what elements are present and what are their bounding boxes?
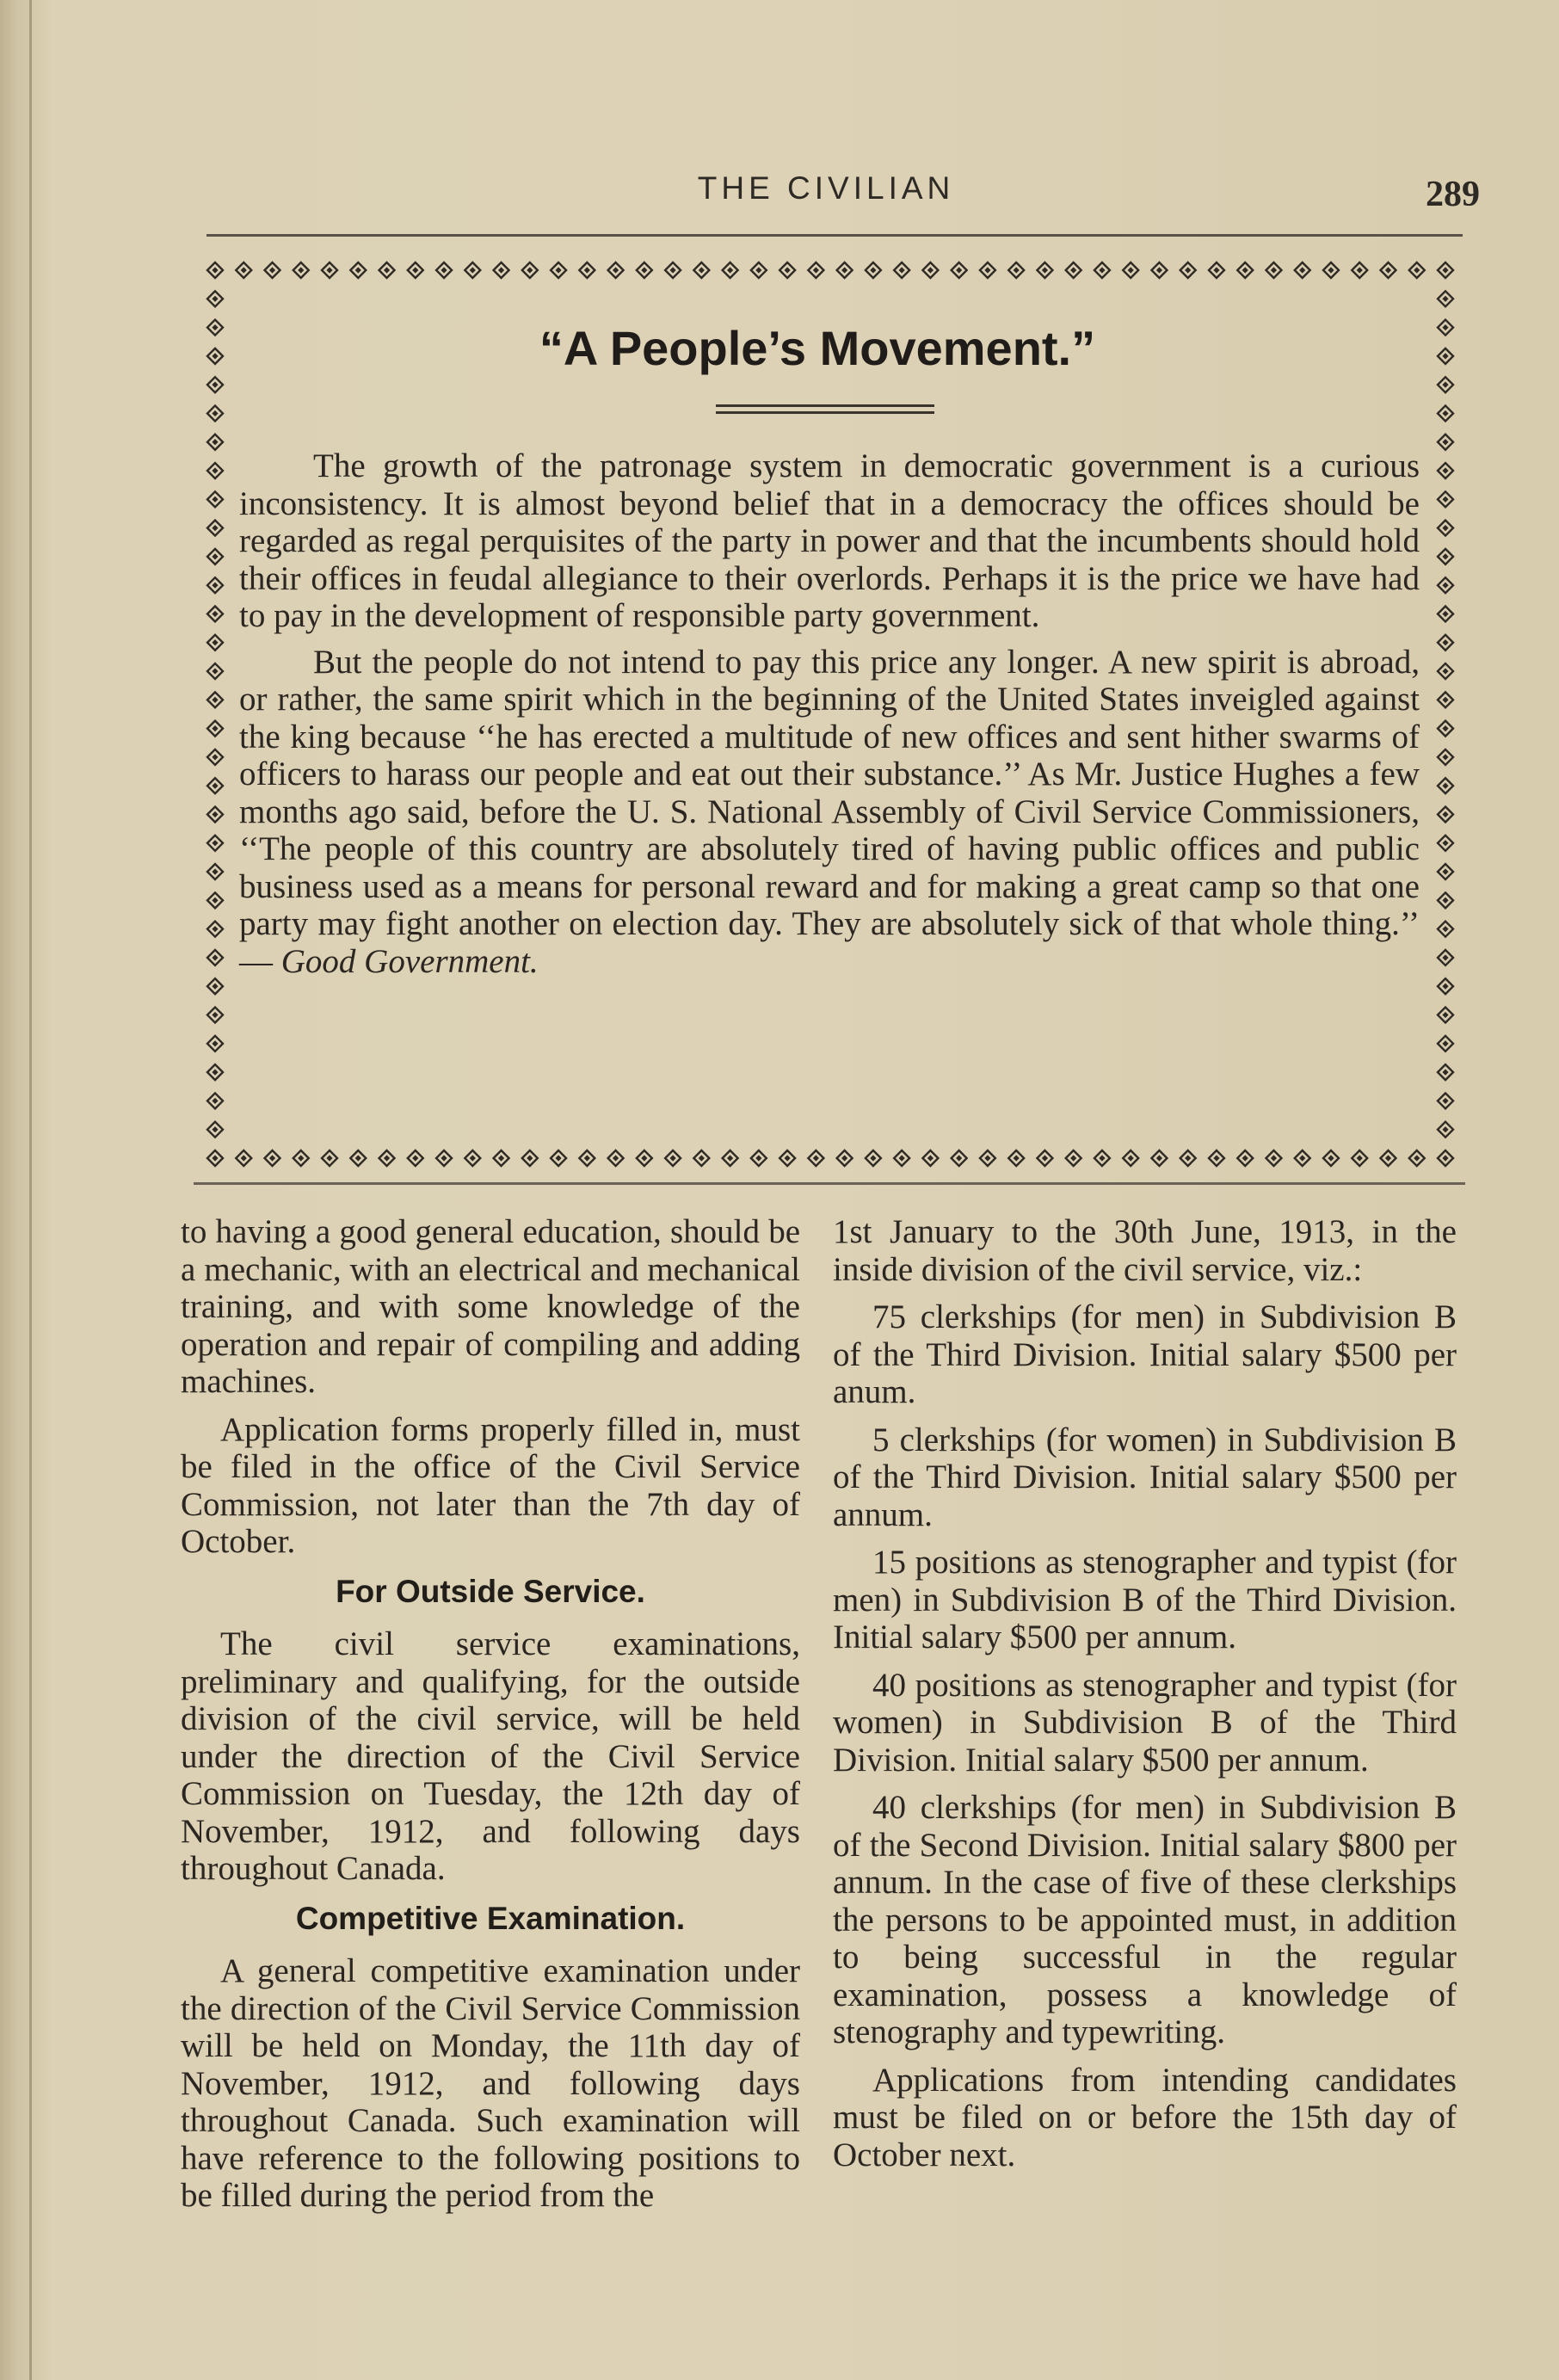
diamond-ornament xyxy=(723,1150,738,1166)
diamond-ornament xyxy=(1438,692,1453,707)
diamond-ornament xyxy=(436,1150,452,1166)
diamond-ornament xyxy=(1438,463,1453,478)
diamond-ornament xyxy=(207,778,223,793)
diamond-ornament xyxy=(693,1150,709,1166)
diamond-ornament xyxy=(1438,491,1453,507)
diamond-ornament xyxy=(922,1150,938,1166)
diamond-ornament xyxy=(1438,978,1453,994)
diamond-ornament xyxy=(1438,1036,1453,1051)
diamond-ornament xyxy=(1380,262,1396,278)
diamond-ornament xyxy=(207,491,223,507)
diamond-ornament xyxy=(522,262,538,278)
diamond-ornament xyxy=(1151,262,1167,278)
diamond-ornament xyxy=(1123,262,1138,278)
header-rule xyxy=(206,234,1463,237)
diamond-ornament xyxy=(1180,1150,1196,1166)
diamond-ornament xyxy=(1352,262,1367,278)
diamond-ornament xyxy=(1438,262,1453,278)
diamond-ornament xyxy=(207,1150,223,1166)
diamond-ornament xyxy=(293,1150,309,1166)
diamond-ornament xyxy=(207,521,223,536)
diamond-ornament xyxy=(207,262,223,278)
diamond-ornament xyxy=(579,262,595,278)
diamond-ornament xyxy=(207,663,223,679)
competitive-text: A general competitive examination under the direction of the Civil Service Commission will be held on Monday, the 11th day of November, 1912, and following days throughout Canada. Such examination will have reference to the following positions to be filled during the period from the xyxy=(181,1952,800,2214)
diamond-ornament xyxy=(207,749,223,765)
diamond-ornament xyxy=(207,320,223,336)
article-source: Good Government. xyxy=(280,942,539,980)
diamond-ornament xyxy=(1438,922,1453,937)
diamond-ornament xyxy=(494,262,509,278)
diamond-ornament xyxy=(207,1008,223,1023)
diamond-ornament xyxy=(980,262,995,278)
diamond-ornament xyxy=(207,835,223,851)
diamond-ornament xyxy=(579,1150,595,1166)
diamond-ornament xyxy=(665,1150,681,1166)
diamond-ornament xyxy=(1409,262,1425,278)
diamond-ornament xyxy=(265,1150,280,1166)
diamond-ornament xyxy=(1438,892,1453,908)
diamond-ornament xyxy=(1008,262,1024,278)
diamond-ornament xyxy=(1438,1064,1453,1080)
diamond-ornament xyxy=(207,377,223,392)
diamond-ornament xyxy=(808,1150,823,1166)
diamond-ornament xyxy=(207,807,223,823)
diamond-ornament xyxy=(723,262,738,278)
diamond-ornament xyxy=(207,864,223,879)
diamond-ornament xyxy=(637,1150,652,1166)
diamond-ornament xyxy=(408,1150,423,1166)
diamond-ornament xyxy=(551,1150,566,1166)
diamond-ornament xyxy=(1438,749,1453,765)
diamond-ornament xyxy=(1123,1150,1138,1166)
outside-service-text: The civil service examinations, preliminary and qualifying, for the outside division of the civil service, will be held under the direction of the Civil Service Commission on Tuesday, the 12th day of November, 1912, and following days throughout Canada. xyxy=(181,1625,800,1887)
diamond-ornament xyxy=(1237,1150,1253,1166)
position-item: 5 clerkships (for women) in Subdivision B of the Third Division. Initial salary $500 per annum. xyxy=(833,1421,1457,1533)
diamond-ornament xyxy=(1180,262,1196,278)
diamond-ornament xyxy=(207,348,223,364)
diamond-ornament xyxy=(665,262,681,278)
diamond-ornament xyxy=(1438,435,1453,450)
diamond-ornament xyxy=(608,1150,624,1166)
diamond-ornament xyxy=(207,721,223,737)
diamond-ornament xyxy=(1438,721,1453,737)
diamond-ornament xyxy=(1323,262,1339,278)
diamond-ornament xyxy=(1295,1150,1310,1166)
diamond-ornament xyxy=(522,1150,538,1166)
article-paragraph-2-text: But the people do not intend to pay this price any longer. A new spirit is abroad, or rather, the same spirit which in the beginning of the United States inveigled against the king because ‘‘he has erected a multitude of new offices and sent hither swarms of officers to harass our people and eat out their substance.’’ As Mr. Justice Hughes a few months ago said, before the U. S. National Assembly of Civil Service Commissioners, ‘‘The people of this country are absolutely tired of having public offices and public business used as a means for personal reward and for making a great camp so that one party may fight another on election day. They are absolutely sick of that whole thing.’’ — xyxy=(239,643,1420,980)
heading-outside-service: For Outside Service. xyxy=(336,1573,645,1609)
diamond-ornament xyxy=(436,262,452,278)
diamond-ornament xyxy=(207,405,223,421)
diamond-ornament xyxy=(1438,1008,1453,1023)
diamond-ornament xyxy=(207,1036,223,1051)
diamond-ornament xyxy=(350,1150,366,1166)
diamond-ornament xyxy=(1438,1093,1453,1108)
diamond-ornament xyxy=(1066,262,1081,278)
diamond-ornament xyxy=(1209,1150,1224,1166)
diamond-ornament xyxy=(637,262,652,278)
diamond-ornament xyxy=(1438,663,1453,679)
diamond-ornament xyxy=(1438,291,1453,306)
diamond-ornament xyxy=(207,435,223,450)
position-item: 40 clerkships (for men) in Subdivision B of the Second Division. Initial salary $800 per annum. In the case of five of these clerkships the persons to be appointed must, in addition to being successful in the regular examination, possess a knowledge of stenography and typewriting. xyxy=(833,1789,1457,2050)
right-column xyxy=(833,1213,1457,2184)
diamond-ornament xyxy=(952,262,967,278)
diamond-ornament xyxy=(693,262,709,278)
diamond-ornament xyxy=(207,1093,223,1108)
diamond-ornament xyxy=(1008,1150,1024,1166)
position-item: 75 clerkships (for men) in Subdivision B of the Third Division. Initial salary $500 per anum. xyxy=(833,1298,1457,1410)
diamond-ornament xyxy=(293,262,309,278)
diamond-ornament xyxy=(379,1150,395,1166)
article-paragraph-1: The growth of the patronage system in democratic government is a curious inconsistency. It is almost beyond belief that in a democracy the offices should be regarded as regal perquisites of the party in power and that the incumbents should hold their offices in feudal allegiance to their overlords. Perhaps it is the price we have had to pay in the development of responsible party government. xyxy=(239,447,1420,634)
diamond-ornament xyxy=(780,262,795,278)
right-continued-text: 1st January to the 30th June, 1913, in the inside division of the civil service, viz.: xyxy=(833,1213,1457,1288)
diamond-ornament xyxy=(207,978,223,994)
page-number: 289 xyxy=(1426,175,1480,214)
article-paragraph-2 xyxy=(239,644,1420,981)
left-column xyxy=(181,1213,800,2225)
diamond-ornament xyxy=(207,549,223,564)
diamond-ornament xyxy=(465,262,480,278)
diamond-ornament xyxy=(1037,1150,1052,1166)
diamond-ornament xyxy=(1323,1150,1339,1166)
diamond-ornament xyxy=(1438,320,1453,336)
diamond-ornament xyxy=(1151,1150,1167,1166)
diamond-ornament xyxy=(1438,549,1453,564)
section-rule xyxy=(194,1182,1465,1185)
diamond-ornament xyxy=(751,1150,767,1166)
diamond-ornament xyxy=(1266,1150,1281,1166)
diamond-ornament xyxy=(1266,262,1281,278)
diamond-ornament xyxy=(1237,262,1253,278)
title-rule-top xyxy=(716,404,934,407)
title-rule-bottom xyxy=(716,411,934,414)
diamond-ornament xyxy=(837,262,853,278)
diamond-ornament xyxy=(1438,950,1453,965)
diamond-ornament xyxy=(608,262,624,278)
diamond-ornament xyxy=(207,606,223,621)
diamond-ornament xyxy=(1438,521,1453,536)
diamond-ornament xyxy=(808,262,823,278)
diamond-ornament xyxy=(1352,1150,1367,1166)
diamond-ornament xyxy=(1409,1150,1425,1166)
diamond-ornament xyxy=(379,262,395,278)
diamond-ornament xyxy=(408,262,423,278)
diamond-ornament xyxy=(207,635,223,650)
diamond-ornament xyxy=(866,1150,881,1166)
diamond-ornament xyxy=(894,262,909,278)
application-text: Application forms properly filled in, must be filed in the office of the Civil Service Commission, not later than the 7th day of October. xyxy=(181,1410,800,1560)
diamond-ornament xyxy=(1438,377,1453,392)
diamond-ornament xyxy=(1438,348,1453,364)
diamond-ornament xyxy=(322,1150,337,1166)
diamond-ornament xyxy=(1438,1122,1453,1138)
diamond-ornament xyxy=(1066,1150,1081,1166)
diamond-ornament xyxy=(207,1064,223,1080)
diamond-ornament xyxy=(1438,778,1453,793)
closing-text: Applications from intending candidates must be filed on or before the 15th day of October next. xyxy=(833,2061,1457,2173)
diamond-ornament xyxy=(1094,1150,1110,1166)
article-title: “A People’s Movement.” xyxy=(539,321,1096,375)
diamond-ornament xyxy=(207,922,223,937)
left-continued-text: to having a good general education, should be a mechanic, with an electrical and mechanical training, and with some knowledge of the operation and repair of compiling and adding machines. xyxy=(181,1213,800,1400)
binding-gutter xyxy=(29,0,32,2380)
diamond-ornament xyxy=(1295,262,1310,278)
diamond-ornament xyxy=(1380,1150,1396,1166)
diamond-ornament xyxy=(265,262,280,278)
diamond-ornament xyxy=(866,262,881,278)
diamond-ornament xyxy=(837,1150,853,1166)
diamond-ornament xyxy=(780,1150,795,1166)
diamond-ornament xyxy=(980,1150,995,1166)
position-item: 40 positions as stenographer and typist (for women) in Subdivision B of the Third Division. Initial salary $500 per annum. xyxy=(833,1666,1457,1779)
diamond-ornament xyxy=(207,463,223,478)
diamond-ornament xyxy=(1037,262,1052,278)
diamond-ornament xyxy=(350,262,366,278)
boxed-article-body xyxy=(239,447,1420,989)
diamond-ornament xyxy=(1438,577,1453,593)
diamond-ornament xyxy=(551,262,566,278)
diamond-ornament xyxy=(1438,835,1453,851)
diamond-ornament xyxy=(1209,262,1224,278)
running-title: THE CIVILIAN xyxy=(697,170,955,206)
diamond-ornament xyxy=(1438,405,1453,421)
diamond-ornament xyxy=(1094,262,1110,278)
diamond-ornament xyxy=(236,1150,251,1166)
diamond-ornament xyxy=(207,291,223,306)
diamond-ornament xyxy=(494,1150,509,1166)
diamond-ornament xyxy=(236,262,251,278)
diamond-ornament xyxy=(207,692,223,707)
diamond-ornament xyxy=(922,262,938,278)
diamond-ornament xyxy=(894,1150,909,1166)
diamond-ornament xyxy=(207,950,223,965)
diamond-ornament xyxy=(207,1122,223,1138)
diamond-ornament xyxy=(1438,864,1453,879)
diamond-ornament xyxy=(1438,606,1453,621)
diamond-ornament xyxy=(207,577,223,593)
diamond-ornament xyxy=(322,262,337,278)
diamond-ornament xyxy=(1438,635,1453,650)
diamond-ornament xyxy=(207,892,223,908)
diamond-ornament xyxy=(952,1150,967,1166)
diamond-ornament xyxy=(1438,807,1453,823)
diamond-ornament xyxy=(751,262,767,278)
position-item: 15 positions as stenographer and typist (for men) in Subdivision B of the Third Division. Initial salary $500 per annum. xyxy=(833,1544,1457,1656)
heading-competitive-examination: Competitive Examination. xyxy=(295,1900,686,1936)
diamond-ornament xyxy=(465,1150,480,1166)
diamond-ornament xyxy=(1438,1150,1453,1166)
